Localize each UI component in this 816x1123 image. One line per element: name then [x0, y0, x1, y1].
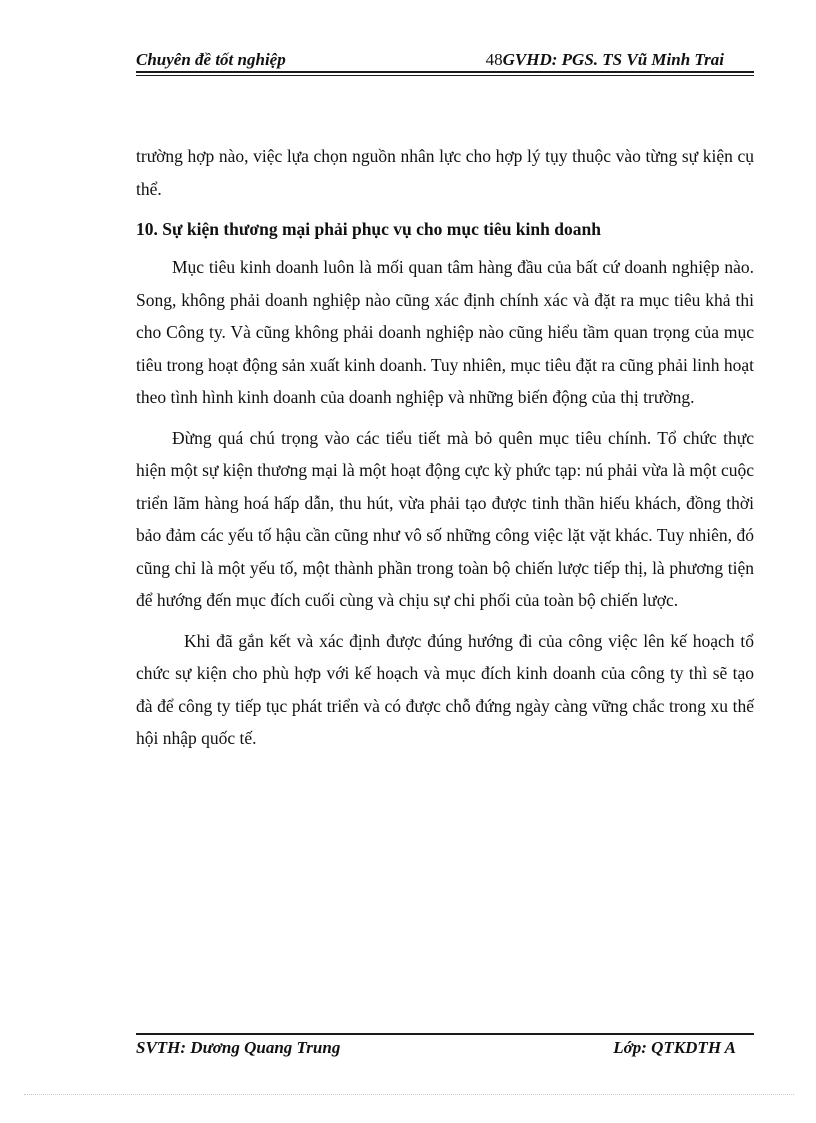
- header-rule-secondary: [136, 75, 754, 76]
- paragraph-continued: trường hợp nào, việc lựa chọn nguồn nhân lực cho hợp lý tụy thuộc vào từng sự kiện cụ thể.: [136, 146, 754, 199]
- paragraph-3: Khi đã gắn kết và xác định được đúng hướng đi của công việc lên kế hoạch tổ chức sự kiện cho phù hợp với kế hoạch và mục đích kinh doanh của công ty thì sẽ tạo đà để công ty tiếp tục phát triển và có được chỗ đứng ngày càng vững chắc trong xu thế hội nhập quốc tế.: [136, 630, 754, 748]
- header-rule: [136, 71, 754, 73]
- section-heading: 10. Sự kiện thương mại phải phục vụ cho mục tiêu kinh doanh: [136, 219, 601, 239]
- page-edge-divider: [24, 1094, 794, 1095]
- footer-class: Lớp: QTKDTH A: [613, 1038, 736, 1057]
- footer-rule: [136, 1033, 754, 1035]
- paragraph-1: Mục tiêu kinh doanh luôn là mối quan tâm hàng đầu của bất cứ doanh nghiệp nào. Song, không phải doanh nghiệp nào cũng xác định chính xác và đặt ra mục tiêu khả thi cho Công ty. Và cũng không phải doanh nghiệp nào cũng hiểu tầm quan trọng của mục tiêu trong hoạt động sản xuất kinh doanh. Tuy nhiên, mục tiêu đặt ra cũng phải linh hoạt theo tình hình kinh doanh của doanh nghiệp và những biến động của thị trường.: [136, 257, 754, 407]
- header-title: Chuyên đề tốt nghiệp: [136, 50, 286, 69]
- page-number: 48: [485, 50, 503, 69]
- footer-student: SVTH: Dương Quang Trung: [136, 1038, 341, 1057]
- header-supervisor: GVHD: PGS. TS Vũ Minh Trai: [502, 50, 724, 69]
- paragraph-2: Đừng quá chú trọng vào các tiểu tiết mà bỏ quên mục tiêu chính. Tổ chức thực hiện một sự kiện thương mại là một hoạt động cực kỳ phức tạp: nú phải vừa là một cuộc triển lãm hàng hoá hấp dẫn, thu hút, vừa phải tạo được tinh thần hiếu khách, đồng thời bảo đảm các yếu tố hậu cần cũng như vô số những công việc lặt vặt khác. Tuy nhiên, đó cũng chỉ là một yếu tố, một thành phần trong toàn bộ chiến lược tiếp thị, là phương tiện để hướng đến mục đích cuối cùng và chịu sự chi phối của toàn bộ chiến lược.: [136, 427, 755, 610]
- paragraph-gap: [136, 617, 754, 625]
- header-right-group: [486, 50, 724, 70]
- page-body: [136, 140, 754, 755]
- paragraph-gap: [136, 414, 754, 422]
- page-footer: [136, 1036, 754, 1062]
